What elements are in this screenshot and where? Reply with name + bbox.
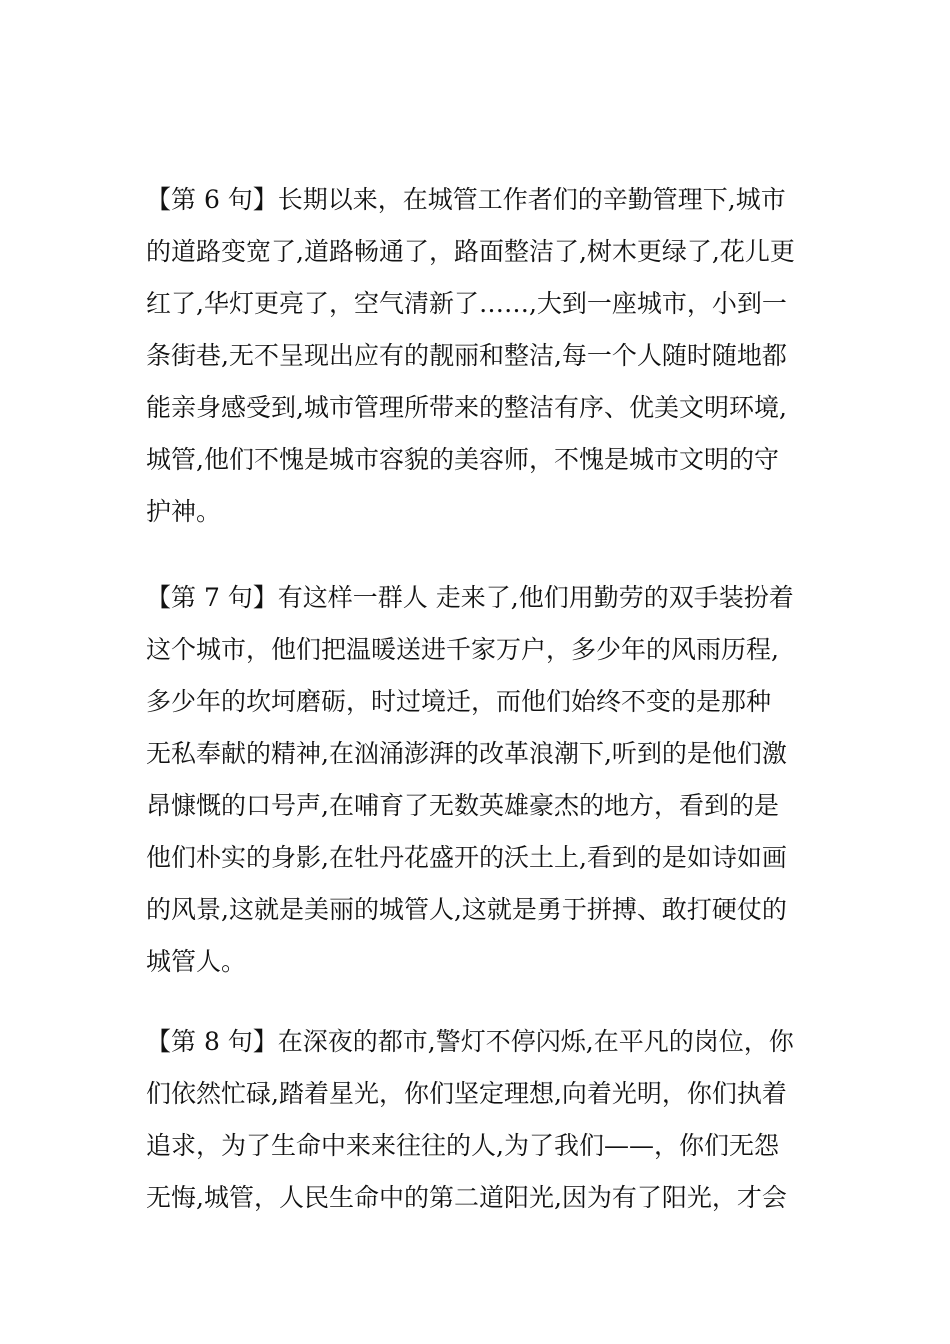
text-line: 追求，为了生命中来来往往的人,为了我们——，你们无怨 [146, 1131, 779, 1160]
paragraph-sentence-7 [146, 572, 806, 988]
text-line: 【第 8 句】在深夜的都市,警灯不停闪烁,在平凡的岗位，你 [146, 1027, 794, 1056]
text-line: 这个城市，他们把温暖送进千家万户，多少年的风雨历程, [146, 635, 779, 664]
text-line: 他们朴实的身影,在牡丹花盛开的沃土上,看到的是如诗如画 [146, 843, 787, 872]
text-line: 红了,华灯更亮了，空气清新了……,大到一座城市，小到一 [146, 289, 787, 318]
text-line: 无私奉献的精神,在汹涌澎湃的改革浪潮下,听到的是他们激 [146, 739, 787, 768]
text-line: 城管,他们不愧是城市容貌的美容师，不愧是城市文明的守 [146, 445, 779, 474]
text-line: 【第 7 句】有这样一群人 走来了,他们用勤劳的双手装扮着 [146, 583, 794, 612]
text-line: 昂慷慨的口号声,在哺育了无数英雄豪杰的地方，看到的是 [146, 791, 779, 820]
text-line: 多少年的坎坷磨砺，时过境迁，而他们始终不变的是那种 [146, 687, 772, 716]
text-line: 们依然忙碌,踏着星光，你们坚定理想,向着光明，你们执着 [146, 1079, 787, 1108]
paragraph-sentence-6 [146, 174, 806, 538]
paragraph-sentence-8 [146, 1016, 806, 1224]
text-line: 条街巷,无不呈现出应有的靓丽和整洁,每一个人随时随地都 [146, 341, 787, 370]
text-line: 无悔,城管，人民生命中的第二道阳光,因为有了阳光，才会 [146, 1183, 787, 1212]
text-line: 的风景,这就是美丽的城管人,这就是勇于拼搏、敢打硬仗的 [146, 895, 787, 924]
text-line: 城管人。 [146, 947, 247, 976]
text-line: 能亲身感受到,城市管理所带来的整洁有序、优美文明环境, [146, 393, 787, 422]
text-line: 【第 6 句】长期以来，在城管工作者们的辛勤管理下,城市 [146, 185, 786, 214]
text-line: 的道路变宽了,道路畅通了，路面整洁了,树木更绿了,花儿更 [146, 237, 795, 266]
text-line: 护神。 [146, 497, 222, 526]
